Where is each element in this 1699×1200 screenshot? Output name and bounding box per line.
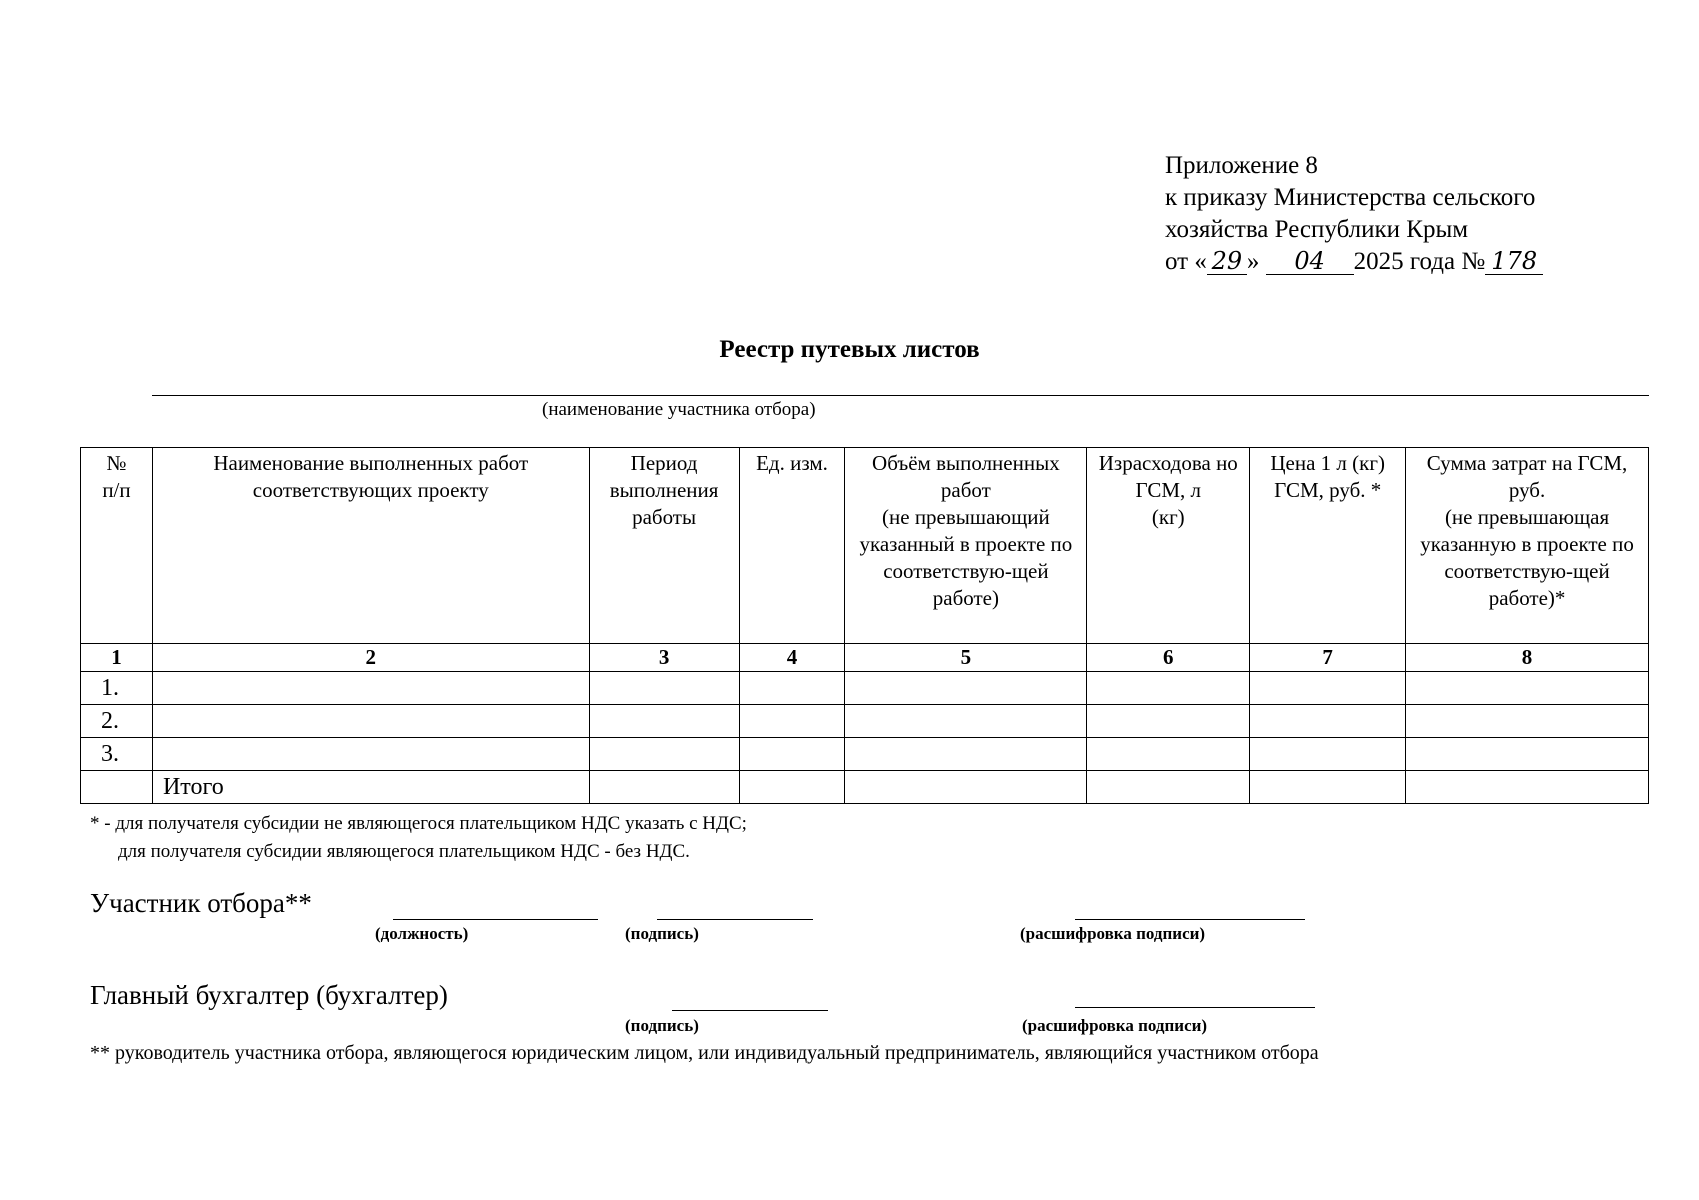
total-row [81,771,1649,804]
table-cell[interactable] [589,672,739,705]
column-number-row [81,644,1649,672]
date-separator: » [1246,248,1260,275]
header-fuel-cost-main: Сумма затрат на ГСМ, [1426,451,1628,475]
participant-name-caption: (наименование участника отбора) [542,399,816,420]
table-cell[interactable] [845,705,1087,738]
caption-decoding: (расшифровка подписи) [1020,924,1206,943]
accountant-decoding-line[interactable] [1075,1007,1315,1008]
page-title: Реестр путевых листов [719,336,980,363]
table-cell[interactable] [1406,672,1649,705]
registry-table [80,447,1649,804]
table-cell[interactable] [739,738,845,771]
table-cell[interactable] [845,672,1087,705]
header-fuel-cost-note: (не превышающая указанную в проекте по соответствую-щей работе)* [1420,505,1634,610]
table-cell[interactable] [1087,672,1250,705]
table-cell [81,771,153,804]
column-number: 8 [1406,644,1649,672]
header-work-name [152,448,589,644]
total-label: Итого [152,771,589,804]
appendix-line-1: Приложение 8 [1165,152,1318,179]
column-number: 2 [152,644,589,672]
caption-signature: (подпись) [625,924,699,943]
table-cell[interactable] [739,771,845,804]
participant-name-line [152,395,1649,396]
date-prefix: от « [1165,248,1207,275]
table-cell[interactable] [1087,738,1250,771]
appendix-date-line [1165,246,1543,278]
table-row [81,738,1649,771]
order-number-handwritten: 178 [1485,248,1543,275]
header-unit-text: Ед. изм. [756,451,828,475]
column-number: 6 [1087,644,1250,672]
vat-footnote-line-2: для получателя субсидии являющегося плательщиком НДС - без НДС. [118,841,690,862]
header-period-text: Период выполнения работы [609,451,719,529]
row-number: 3. [81,738,153,771]
header-fuel-cost-unit: руб. [1508,478,1546,502]
participant-decoding-line[interactable] [1075,919,1305,920]
header-unit [739,448,845,644]
header-work-name-text: Наименование выполненных работ соответствующих проекту [213,451,529,502]
table-cell[interactable] [845,771,1087,804]
table-cell[interactable] [152,738,589,771]
appendix-block [1165,150,1543,278]
header-fuel-consumed [1087,448,1250,644]
accountant-signature-label: Главный бухгалтер (бухгалтер) [90,980,448,1010]
table-cell[interactable] [1087,771,1250,804]
table-cell[interactable] [1250,738,1406,771]
table-cell[interactable] [589,705,739,738]
column-number: 7 [1250,644,1406,672]
header-volume [845,448,1087,644]
table-cell[interactable] [1406,771,1649,804]
header-volume-note: (не превышающий указанный в проекте по соответствую-щей работе) [859,505,1073,610]
date-year: 2025 года № [1353,248,1486,275]
caption-position: (должность) [375,924,469,943]
row-number: 1. [81,672,153,705]
table-cell[interactable] [739,672,845,705]
column-number: 4 [739,644,845,672]
date-day-handwritten: 29 [1207,248,1247,275]
header-fuel-consumed-unit: (кг) [1151,505,1185,529]
table-cell[interactable] [152,705,589,738]
header-number-sign: № [106,451,127,475]
table-cell[interactable] [589,771,739,804]
header-number-pp: п/п [102,478,131,502]
header-price-text: Цена 1 л (кг) ГСМ, руб. * [1270,451,1385,502]
table-cell[interactable] [1250,771,1406,804]
table-cell[interactable] [1250,672,1406,705]
table-row [81,672,1649,705]
column-number: 1 [81,644,153,672]
participant-position-line[interactable] [393,919,598,920]
participant-signature-label: Участник отбора** [90,888,312,918]
table-cell[interactable] [1406,738,1649,771]
header-volume-main: Объём выполненных работ [872,451,1060,502]
header-fuel-cost [1406,448,1649,644]
vat-footnote [90,810,747,866]
header-number [81,448,153,644]
table-cell[interactable] [845,738,1087,771]
table-header-row [81,448,1649,644]
head-footnote: ** руководитель участника отбора, являющегося юридическим лицом, или индивидуальный предприниматель, являющийся участником отбора [90,1042,1319,1064]
table-cell[interactable] [1250,705,1406,738]
table-cell[interactable] [1087,705,1250,738]
caption-signature: (подпись) [625,1016,699,1035]
appendix-line-3: хозяйства Республики Крым [1165,216,1469,243]
header-fuel-consumed-main: Израсходова но ГСМ, л [1098,451,1238,502]
column-number: 5 [845,644,1087,672]
column-number: 3 [589,644,739,672]
table-cell[interactable] [152,672,589,705]
date-month-handwritten: 04 [1266,248,1354,275]
table-row [81,705,1649,738]
row-number: 2. [81,705,153,738]
appendix-line-2: к приказу Министерства сельского [1165,184,1536,211]
accountant-signature-line[interactable] [672,1010,828,1011]
table-cell[interactable] [1406,705,1649,738]
header-period [589,448,739,644]
vat-footnote-line-1: * - для получателя субсидии не являющегося плательщиком НДС указать с НДС; [90,813,747,834]
table-cell[interactable] [589,738,739,771]
header-price [1250,448,1406,644]
caption-decoding: (расшифровка подписи) [1022,1016,1208,1035]
participant-signature-line[interactable] [657,919,813,920]
table-cell[interactable] [739,705,845,738]
